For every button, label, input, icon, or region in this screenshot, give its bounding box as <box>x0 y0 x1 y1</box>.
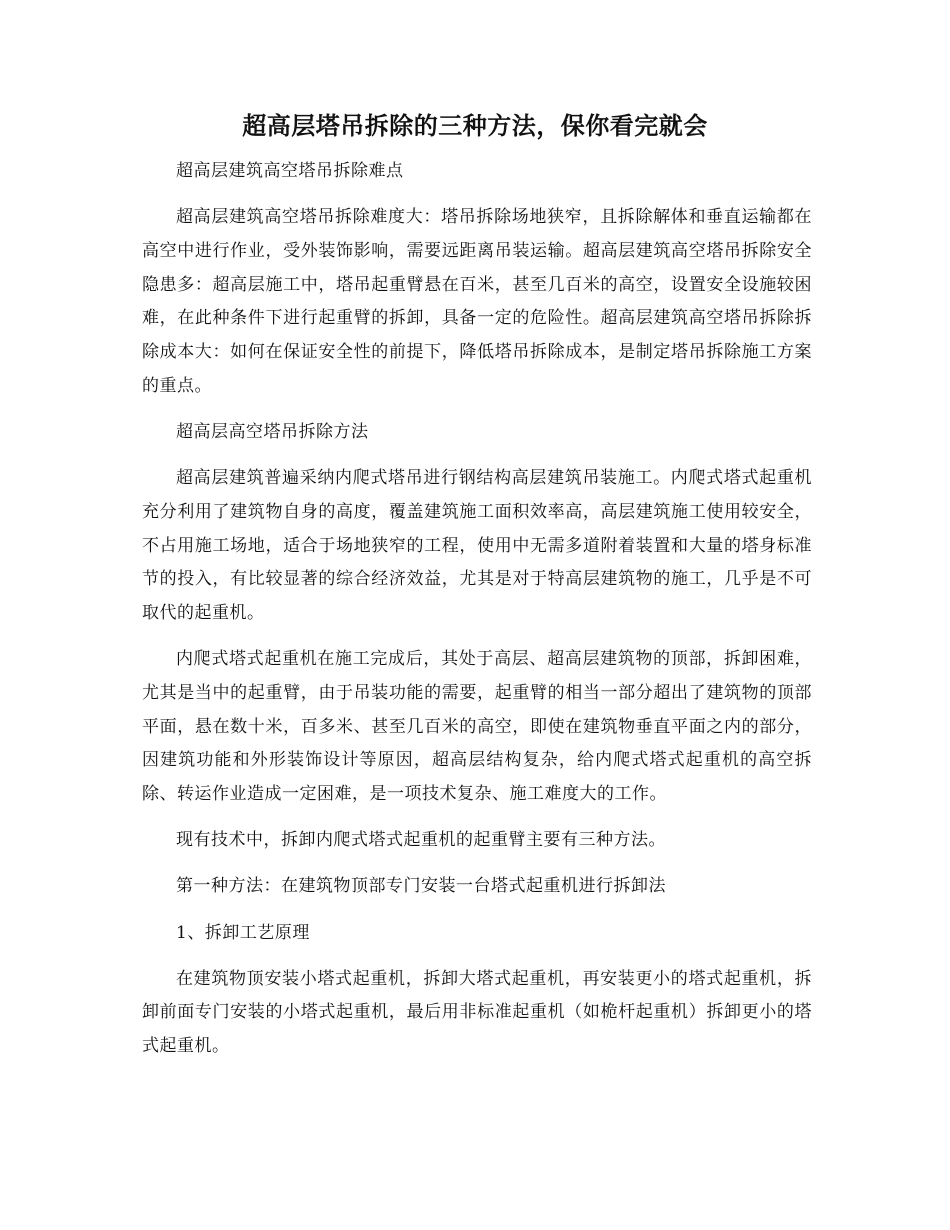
subsection-heading-principle: 1、拆卸工艺原理 <box>176 922 310 943</box>
paragraph-inner-climbing-crane: 超高层建筑普遍采纳内爬式塔吊进行钢结构高层建筑吊装施工。内爬式塔式起重机充分利用了建筑物自身的高度，覆盖建筑施工面积效率高，高层建筑施工使用较安全，不占用施工场地，适合于场地狭窄的工程，使用中无需多道附着装置和大量的塔身标准节的投入，有比较显著的综合经济效益，尤其是对于特高层建筑物的施工，几乎是不可取代的起重机。 <box>142 468 812 623</box>
section-heading-methods: 超高层高空塔吊拆除方法 <box>176 421 369 442</box>
document-body <box>142 155 812 1076</box>
paragraph-dismantling-challenge: 内爬式塔式起重机在施工完成后，其处于高层、超高层建筑物的顶部，拆卸困难，尤其是当中的起重臂，由于吊装功能的需要，起重臂的相当一部分超出了建筑物的顶部平面，悬在数十米，百多米、甚至几百米的高空，即使在建筑物垂直平面之内的部分，因建筑功能和外形装饰设计等原因，超高层结构复杂，给内爬式塔式起重机的高空拆除、转运作业造成一定困难，是一项技术复杂、施工难度大的工作。 <box>142 649 812 804</box>
section-heading-difficulties: 超高层建筑高空塔吊拆除难点 <box>176 161 404 181</box>
paragraph-three-methods: 现有技术中，拆卸内爬式塔式起重机的起重臂主要有三种方法。 <box>176 830 666 851</box>
paragraph-difficulties: 超高层建筑高空塔吊拆除难度大：塔吊拆除场地狭窄，且拆除解体和垂直运输都在高空中进行作业，受外装饰影响，需要远距离吊装运输。超高层建筑高空塔吊拆除安全隐患多：超高层施工中，塔吊起重臂悬在百米，甚至几百米的高空，设置安全设施较困难，在此种条件下进行起重臂的拆卸，具备一定的危险性。超高层建筑高空塔吊拆除拆除成本大：如何在保证安全性的前提下，降低塔吊拆除成本，是制定塔吊拆除施工方案的重点。 <box>142 207 812 396</box>
document-title: 超高层塔吊拆除的三种方法，保你看完就会 <box>242 111 708 140</box>
paragraph-principle: 在建筑物顶安装小塔式起重机，拆卸大塔式起重机，再安装更小的塔式起重机，拆卸前面专门安装的小塔式起重机，最后用非标准起重机（如桅杆起重机）拆卸更小的塔式起重机。 <box>142 968 812 1057</box>
method-one-heading: 第一种方法：在建筑物顶部专门安装一台塔式起重机进行拆卸法 <box>176 876 666 897</box>
